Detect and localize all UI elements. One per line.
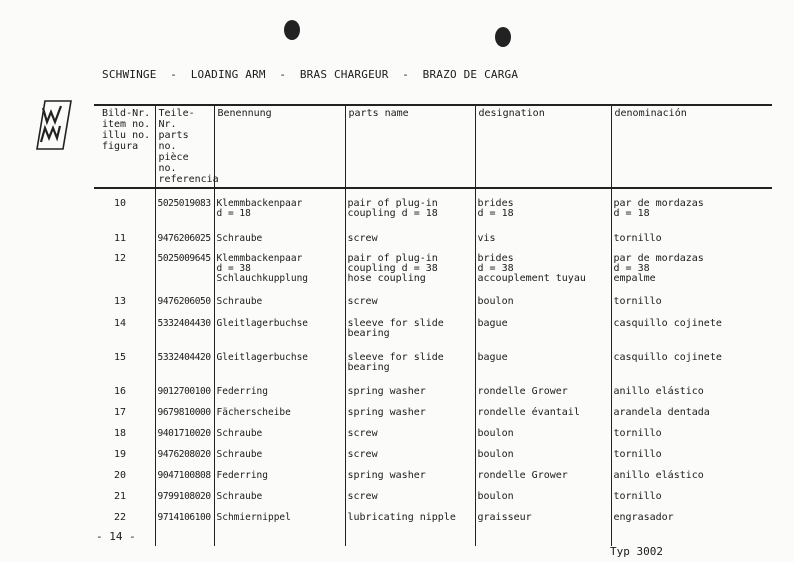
cell-parts-name: screw	[345, 491, 475, 512]
cell-designation: boulon	[475, 449, 611, 470]
table-row	[94, 491, 772, 512]
cell-designation: boulon	[475, 428, 611, 449]
cell-benennung: Klemmbackenpaar d = 38 Schlauchkupplung	[214, 253, 345, 296]
cell-denominacion: casquillo cojinete	[611, 318, 772, 352]
cell-designation: bague	[475, 352, 611, 386]
cell-benennung: Schraube	[214, 233, 345, 253]
cell-part-number: 9799108020	[155, 491, 214, 512]
cell-figure: 19	[114, 449, 127, 460]
cell-designation: rondelle évantail	[475, 407, 611, 428]
table-row	[94, 407, 772, 428]
cell-benennung: Schraube	[214, 449, 345, 470]
cell-part-number: 9714106100	[155, 512, 214, 546]
table-header-row	[94, 105, 772, 188]
cell-denominacion: tornillo	[611, 449, 772, 470]
col-header-denominacion: denominación	[611, 105, 772, 188]
cell-benennung: Schraube	[214, 491, 345, 512]
cell-designation: bague	[475, 318, 611, 352]
cell-parts-name: pair of plug-in coupling d = 18	[345, 188, 475, 233]
cell-parts-name: screw	[345, 296, 475, 318]
cell-parts-name: screw	[345, 233, 475, 253]
cell-designation: boulon	[475, 491, 611, 512]
cell-denominacion: casquillo cojinete	[611, 352, 772, 386]
table-row	[94, 428, 772, 449]
col-header-part-no: Teile-Nr. parts no. pièce no. referencia	[155, 105, 214, 188]
table-row	[94, 449, 772, 470]
cell-denominacion: tornillo	[611, 233, 772, 253]
cell-figure: 12	[114, 253, 127, 264]
cell-part-number: 9679810000	[155, 407, 214, 428]
cell-designation: rondelle Grower	[475, 470, 611, 491]
page-number: - 14 -	[96, 530, 136, 543]
cell-denominacion: tornillo	[611, 296, 772, 318]
cell-part-number: 9476206050	[155, 296, 214, 318]
wm-logo-icon	[36, 100, 72, 150]
cell-denominacion: par de mordazas d = 18	[611, 188, 772, 233]
cell-figure: 17	[114, 407, 127, 418]
cell-benennung: Federring	[214, 470, 345, 491]
table-row	[94, 386, 772, 407]
punch-hole-left	[284, 20, 300, 40]
cell-figure: 13	[114, 296, 127, 307]
cell-benennung: Gleitlagerbuchse	[214, 318, 345, 352]
col-header-parts-name: parts name	[345, 105, 475, 188]
cell-figure: 11	[114, 233, 127, 244]
cell-designation: rondelle Grower	[475, 386, 611, 407]
parts-table	[94, 104, 772, 546]
cell-parts-name: screw	[345, 449, 475, 470]
cell-benennung: Federring	[214, 386, 345, 407]
cell-figure: 10	[114, 198, 127, 209]
cell-figure: 21	[114, 491, 127, 502]
cell-designation: graisseur	[475, 512, 611, 546]
cell-figure: 15	[114, 352, 127, 363]
cell-part-number: 5332404430	[155, 318, 214, 352]
cell-figure: 22	[114, 512, 127, 523]
table-row	[94, 318, 772, 352]
table-row	[94, 296, 772, 318]
cell-benennung: Fächerscheibe	[214, 407, 345, 428]
cell-part-number: 9476208020	[155, 449, 214, 470]
cell-parts-name: spring washer	[345, 386, 475, 407]
cell-parts-name: sleeve for slide bearing	[345, 318, 475, 352]
page-title: SCHWINGE - LOADING ARM - BRAS CHARGEUR - BRAZO DE CARGA	[102, 68, 519, 81]
table-row	[94, 352, 772, 386]
cell-denominacion: tornillo	[611, 428, 772, 449]
cell-denominacion: engrasador	[611, 512, 772, 546]
table-row	[94, 253, 772, 296]
table-row	[94, 512, 772, 546]
cell-parts-name: spring washer	[345, 470, 475, 491]
table-row	[94, 470, 772, 491]
cell-designation: brides d = 18	[475, 188, 611, 233]
cell-denominacion: anillo elástico	[611, 470, 772, 491]
cell-benennung: Schraube	[214, 428, 345, 449]
col-header-figure: Bild-Nr. item no. illu no. figura	[94, 105, 155, 188]
cell-benennung: Schraube	[214, 296, 345, 318]
cell-parts-name: screw	[345, 428, 475, 449]
cell-part-number: 9012700100	[155, 386, 214, 407]
cell-part-number: 9047100808	[155, 470, 214, 491]
cell-part-number: 9476206025	[155, 233, 214, 253]
col-header-designation: designation	[475, 105, 611, 188]
cell-parts-name: sleeve for slide bearing	[345, 352, 475, 386]
cell-figure: 14	[114, 318, 127, 329]
cell-parts-name: lubricating nipple	[345, 512, 475, 546]
cell-parts-name: spring washer	[345, 407, 475, 428]
col-header-benennung: Benennung	[214, 105, 345, 188]
cell-denominacion: par de mordazas d = 38 empalme	[611, 253, 772, 296]
cell-designation: vis	[475, 233, 611, 253]
cell-figure: 16	[114, 386, 127, 397]
cell-part-number: 5025009645	[155, 253, 214, 296]
cell-denominacion: tornillo	[611, 491, 772, 512]
cell-parts-name: pair of plug-in coupling d = 38 hose coupling	[345, 253, 475, 296]
type-label: Typ 3002	[610, 545, 663, 558]
table-row	[94, 188, 772, 233]
cell-benennung: Gleitlagerbuchse	[214, 352, 345, 386]
cell-denominacion: arandela dentada	[611, 407, 772, 428]
cell-figure: 20	[114, 470, 127, 481]
cell-part-number: 9401710020	[155, 428, 214, 449]
cell-designation: boulon	[475, 296, 611, 318]
cell-designation: brides d = 38 accouplement tuyau	[475, 253, 611, 296]
cell-benennung: Schmiernippel	[214, 512, 345, 546]
cell-denominacion: anillo elástico	[611, 386, 772, 407]
cell-figure: 18	[114, 428, 127, 439]
cell-part-number: 5025019083	[155, 188, 214, 233]
cell-benennung: Klemmbackenpaar d = 18	[214, 188, 345, 233]
punch-hole-right	[495, 27, 511, 47]
cell-part-number: 5332404420	[155, 352, 214, 386]
table-row	[94, 233, 772, 253]
